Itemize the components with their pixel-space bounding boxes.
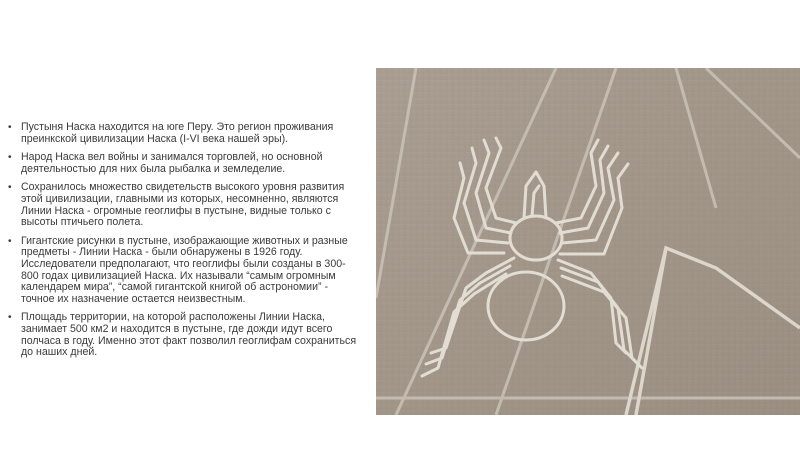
- bullet-item: [8, 236, 360, 306]
- bullet-icon: •: [8, 152, 12, 164]
- bullet-text: Сохранилось множество свидетельств высокого уровня развития этой цивилизации, главными из которых, несомненно, являются Линии Наска - огромные геоглифы в пустыне, видные только с высоты птичьего полета.: [21, 181, 345, 229]
- bullet-text: Площадь территории, на которой расположены Линии Наска, занимает 500 км2 и находится в пустыне, где дожди идут всего полчаса в году. Именно этот факт позволил геоглифам сохраниться до наших дней.: [21, 311, 357, 359]
- slide-text-body: [8, 122, 360, 366]
- bullet-list: [8, 122, 360, 359]
- bullet-text: Пустыня Наска находится на юге Перу. Это регион проживания преинкской цивилизации Наска (I-VI века нашей эры).: [21, 121, 334, 145]
- nazca-spider-geoglyph-photo: [376, 68, 800, 415]
- bullet-text: Народ Наска вел войны и занимался торговлей, но основной деятельностью для них была рыбалка и земледелие.: [21, 151, 323, 175]
- spider-geoglyph-illustration: [376, 68, 800, 415]
- bullet-item: [8, 152, 360, 175]
- bullet-icon: •: [8, 182, 12, 194]
- bullet-icon: •: [8, 235, 12, 247]
- bullet-text: Гигантские рисунки в пустыне, изображающие животных и разные предметы - Линии Наска - были обнаружены в 1926 году. Исследователи предполагают, что геоглифы были созданы в 300-800 годах цивилизацией Наска. Их называли “самым огромным календарем мира”, “самой гигантской книгой об астрономии” - точное их назначение остается неизвестным.: [21, 234, 348, 305]
- bullet-item: [8, 182, 360, 228]
- bullet-item: [8, 312, 360, 358]
- bullet-icon: •: [8, 312, 12, 324]
- bullet-item: [8, 122, 360, 145]
- bullet-icon: •: [8, 122, 12, 133]
